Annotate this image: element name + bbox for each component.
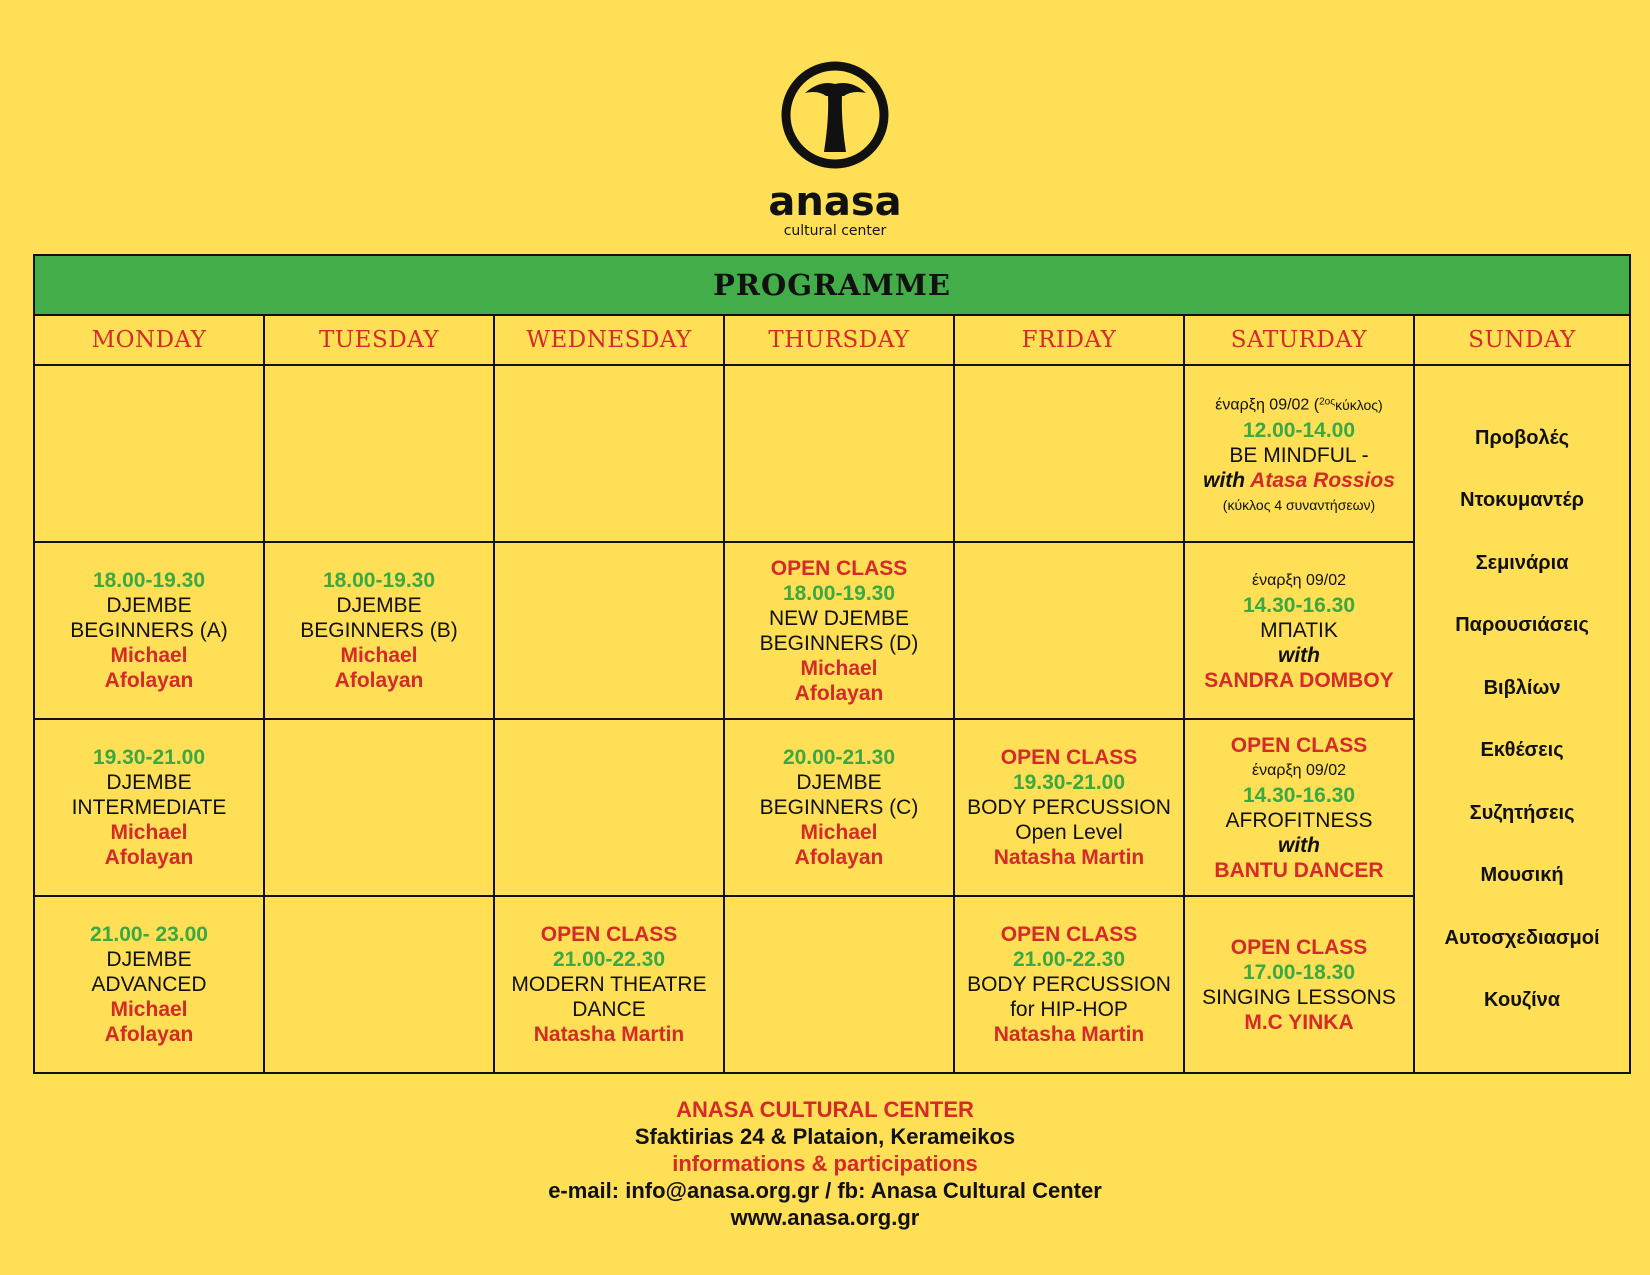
class-line: 17.00-18.30 xyxy=(1242,960,1356,984)
class-line: BEGINNERS (D) xyxy=(759,631,919,655)
class-line: έναρξη 09/02 xyxy=(1251,761,1347,779)
footer-info: informations & participations xyxy=(672,1151,978,1176)
brand-name: anasa xyxy=(768,179,902,225)
class-line: SANDRA DOMBOY xyxy=(1204,669,1394,692)
class-line: BODY PERCUSSION xyxy=(967,973,1171,996)
sunday-activities xyxy=(1414,365,1630,1073)
class-line: 20.00-21.30 xyxy=(782,746,896,769)
class-line: MODERN THEATRE xyxy=(511,973,707,996)
class-cell xyxy=(724,896,954,1073)
footer-name: ANASA CULTURAL CENTER xyxy=(676,1097,974,1122)
class-line: ADVANCED xyxy=(91,973,207,996)
footer-address: Sfaktirias 24 & Plataion, Kerameikos xyxy=(634,1124,1016,1149)
class-cell xyxy=(34,542,264,719)
class-line: OPEN CLASS xyxy=(1000,746,1138,769)
sunday-item: Εκθέσεις xyxy=(1480,739,1564,761)
class-line: Afolayan xyxy=(794,681,884,705)
class-line: 14.30-16.30 xyxy=(1242,594,1356,617)
class-line: with Atasa Rossios xyxy=(1203,468,1395,492)
class-cell xyxy=(494,896,724,1073)
class-line: 21.00-22.30 xyxy=(552,948,666,971)
class-line: DJEMBE xyxy=(106,771,192,794)
class-cell xyxy=(1184,365,1414,542)
sunday-item: Σεμινάρια xyxy=(1475,551,1569,574)
class-line: 14.30-16.30 xyxy=(1242,783,1356,807)
class-line: for HIP-HOP xyxy=(1010,998,1128,1021)
class-line: Afolayan xyxy=(794,846,884,869)
day-header-monday: MONDAY xyxy=(34,315,264,365)
class-cell xyxy=(954,542,1184,719)
class-line: Afolayan xyxy=(104,1023,194,1046)
class-cell xyxy=(1184,719,1414,896)
class-line: Michael xyxy=(110,644,188,667)
class-line: Michael xyxy=(110,821,188,844)
class-line: Afolayan xyxy=(334,669,424,692)
class-line: DJEMBE xyxy=(106,948,192,971)
footer-web: www.anasa.org.gr xyxy=(730,1205,920,1230)
footer xyxy=(0,1096,1650,1231)
day-header-sunday: SUNDAY xyxy=(1414,315,1630,365)
class-line: Natasha Martin xyxy=(993,846,1145,869)
programme-title: PROGRAMME xyxy=(34,255,1630,315)
class-line: 18.00-19.30 xyxy=(782,581,896,605)
class-cell xyxy=(34,719,264,896)
class-line: DJEMBE xyxy=(336,594,422,617)
class-line: Michael xyxy=(800,821,878,844)
class-line: BE MINDFUL - xyxy=(1229,443,1369,467)
class-cell xyxy=(494,719,724,896)
class-cell xyxy=(34,896,264,1073)
class-line: Michael xyxy=(800,656,878,680)
class-line: έναρξη 09/02 xyxy=(1251,572,1347,589)
class-cell xyxy=(34,365,264,542)
sunday-item: Αυτοσχεδιασμοί xyxy=(1444,926,1600,949)
class-line: AFROFITNESS xyxy=(1225,808,1373,832)
sunday-item: Μουσική xyxy=(1480,864,1564,886)
sunday-item: Προβολές xyxy=(1475,426,1570,449)
day-header-friday: FRIDAY xyxy=(954,315,1184,365)
class-line: έναρξη 09/02 ($^{2o\varsigma}$κύκλος) xyxy=(1215,396,1383,414)
class-cell xyxy=(1184,542,1414,719)
class-line: DJEMBE xyxy=(106,594,192,617)
class-line: BEGINNERS (A) xyxy=(70,619,228,642)
sunday-item: Κουζίνα xyxy=(1484,989,1561,1011)
class-line: DANCE xyxy=(572,998,646,1021)
class-line: 12.00-14.00 xyxy=(1242,418,1356,442)
day-header-tuesday: TUESDAY xyxy=(264,315,494,365)
baobab-tree-circle-icon xyxy=(780,60,890,170)
class-line: ΜΠΑΤΙΚ xyxy=(1260,619,1338,642)
class-line: BANTU DANCER xyxy=(1214,858,1384,882)
class-line: Natasha Martin xyxy=(993,1023,1145,1046)
class-line: Afolayan xyxy=(104,669,194,692)
class-line: BEGINNERS (C) xyxy=(759,796,919,819)
class-line: OPEN CLASS xyxy=(1230,935,1368,959)
class-line: Natasha Martin xyxy=(533,1023,685,1046)
sunday-item: Παρουσιάσεις xyxy=(1455,614,1589,636)
class-cell xyxy=(494,365,724,542)
class-line: OPEN CLASS xyxy=(770,556,908,580)
class-line: with xyxy=(1278,644,1320,667)
class-cell xyxy=(264,542,494,719)
class-cell xyxy=(1184,896,1414,1073)
programme-table xyxy=(33,254,1631,1074)
class-line: OPEN CLASS xyxy=(540,923,678,946)
class-line: 19.30-21.00 xyxy=(92,746,206,769)
class-line: Open Level xyxy=(1015,821,1123,844)
class-line: M.C YINKA xyxy=(1244,1010,1354,1034)
class-cell xyxy=(264,719,494,896)
class-line: with xyxy=(1278,833,1320,857)
day-header-wednesday: WEDNESDAY xyxy=(494,315,724,365)
class-cell xyxy=(264,896,494,1073)
logo xyxy=(760,60,910,238)
sunday-item: Ντοκυμαντέρ xyxy=(1460,489,1584,511)
brand-subtitle: cultural center xyxy=(783,223,887,239)
sunday-item: Συζητήσεις xyxy=(1469,801,1575,824)
class-line: INTERMEDIATE xyxy=(71,796,227,819)
class-cell xyxy=(494,542,724,719)
class-cell xyxy=(954,719,1184,896)
class-line: Michael xyxy=(340,644,418,667)
day-header-saturday: SATURDAY xyxy=(1184,315,1414,365)
class-line: Michael xyxy=(110,998,188,1021)
class-line: (κύκλος 4 συναντήσεων) xyxy=(1222,496,1376,513)
class-line: Afolayan xyxy=(104,846,194,869)
class-line: OPEN CLASS xyxy=(1230,733,1368,757)
class-line: SINGING LESSONS xyxy=(1202,985,1396,1009)
class-line: 21.00- 23.00 xyxy=(90,923,208,946)
class-line: 19.30-21.00 xyxy=(1012,771,1126,794)
class-cell xyxy=(724,719,954,896)
class-line: DJEMBE xyxy=(796,771,882,794)
class-cell xyxy=(724,365,954,542)
class-line: NEW DJEMBE xyxy=(768,606,909,630)
sunday-item: Βιβλίων xyxy=(1483,676,1561,699)
class-line: 18.00-19.30 xyxy=(322,569,436,592)
day-header-thursday: THURSDAY xyxy=(724,315,954,365)
footer-contact: e-mail: info@anasa.org.gr / fb: Anasa Cultural Center xyxy=(548,1178,1102,1203)
class-cell xyxy=(954,365,1184,542)
class-line: 21.00-22.30 xyxy=(1012,948,1126,971)
class-line: BODY PERCUSSION xyxy=(967,796,1171,819)
class-line: OPEN CLASS xyxy=(1000,923,1138,946)
class-cell xyxy=(954,896,1184,1073)
class-cell xyxy=(724,542,954,719)
class-cell xyxy=(264,365,494,542)
class-line: 18.00-19.30 xyxy=(92,569,206,592)
class-line: BEGINNERS (B) xyxy=(300,619,458,642)
